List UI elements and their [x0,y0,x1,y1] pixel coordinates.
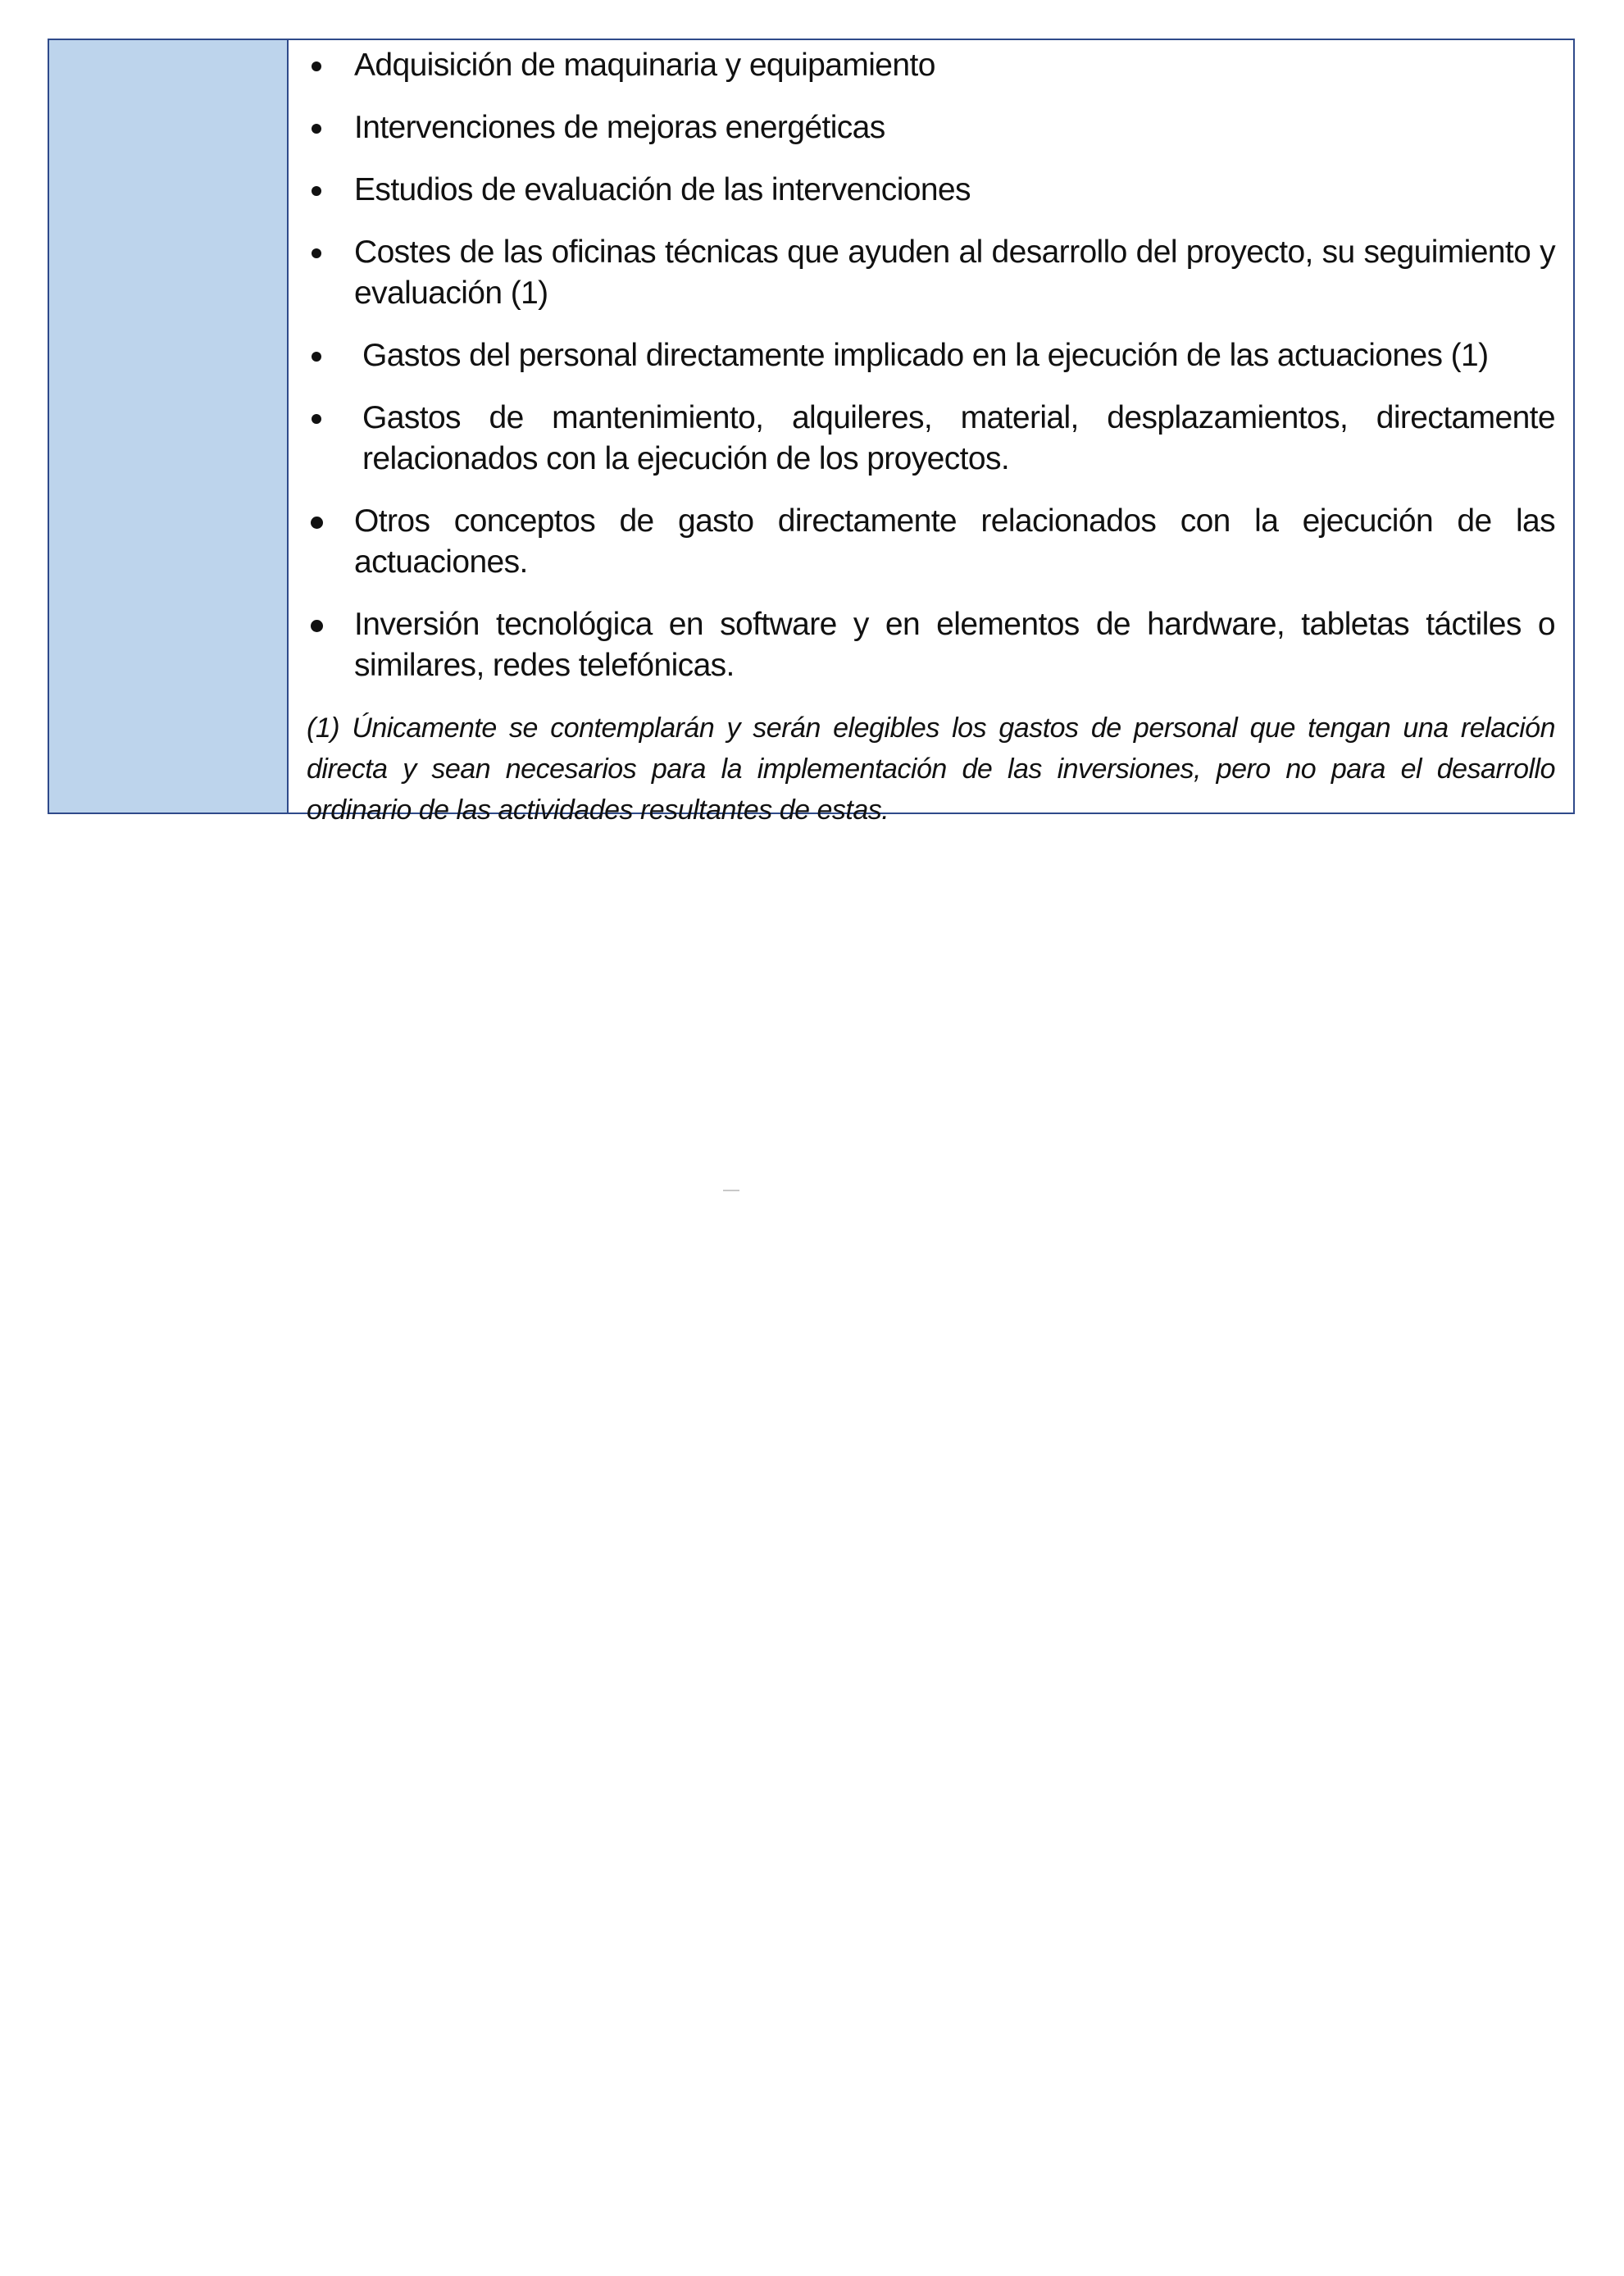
bullet-icon [312,352,321,362]
list-item-text: Adquisición de maquinaria y equipamiento [354,48,935,83]
list-item-text: Otros conceptos de gasto directamente relacionados con la ejecución de las actuaciones. [354,503,1555,580]
bullet-icon [311,620,323,632]
list-item [307,398,1555,480]
bullet-icon [312,61,321,71]
bullet-icon [312,186,321,196]
list-item [307,335,1555,376]
list-item [307,501,1555,583]
list-item-text: Gastos del personal directamente implicado en la ejecución de las actuaciones (1) [362,338,1489,373]
list-item [307,107,1555,148]
list-item-text: Costes de las oficinas técnicas que ayuden al desarrollo del proyecto, su seguimiento y evaluación (1) [354,234,1555,311]
expense-table [48,39,1575,826]
bullet-icon [311,517,323,529]
list-item [307,170,1555,211]
list-item-text: Intervenciones de mejoras energéticas [354,110,885,145]
eligible-expenses-list [307,45,1555,686]
list-item [307,45,1555,86]
list-item [307,232,1555,314]
list-item-text: Inversión tecnológica en software y en elementos de hardware, tabletas táctiles o similares, redes telefónicas. [354,607,1555,683]
list-item-text: Gastos de mantenimiento, alquileres, material, desplazamientos, directamente relacionados con la ejecución de los proyectos. [362,400,1555,476]
table-right-cell [289,40,1573,826]
bullet-icon [312,248,321,258]
footnote: (1) Únicamente se contemplarán y serán elegibles los gastos de personal que tengan una relación directa y sean necesarios para la implementación de las inversiones, pero no para el desarrollo ordinario de las actividades resultantes de estas. [307,712,1555,826]
list-item [307,604,1555,686]
bullet-icon [312,124,321,134]
bullet-icon [312,414,321,424]
table-left-cell [49,40,289,813]
page-mark [723,1190,739,1191]
list-item-text: Estudios de evaluación de las intervenciones [354,172,971,207]
